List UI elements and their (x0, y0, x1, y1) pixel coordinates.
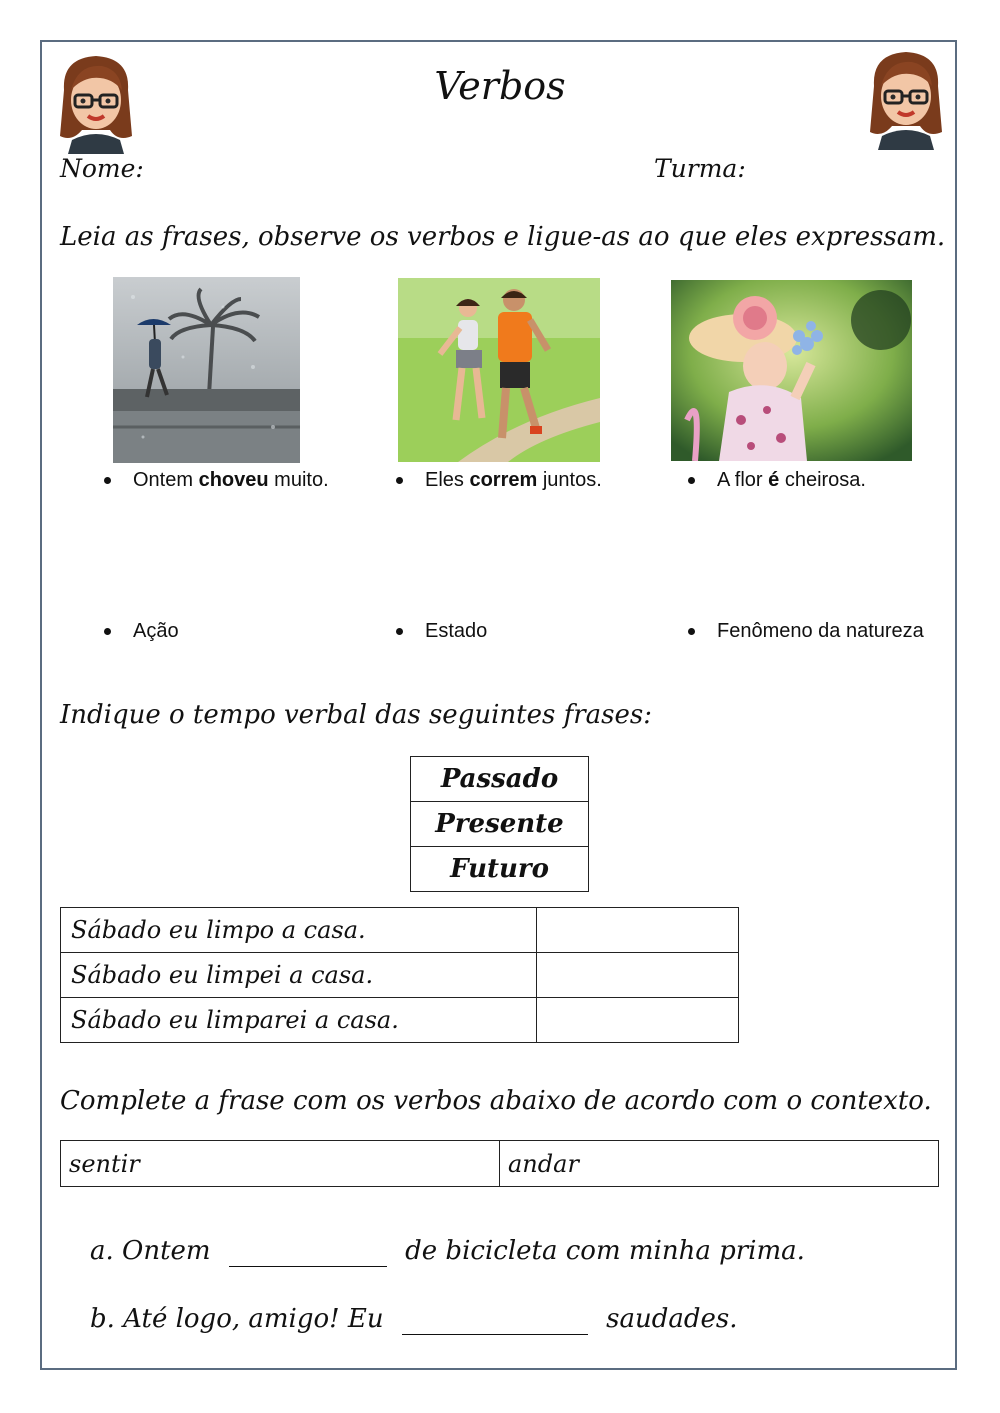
sentence-before: Ontem (133, 469, 199, 491)
tense-cell: Presente (411, 802, 589, 847)
answer-cell[interactable] (537, 953, 739, 998)
verb-bank-table (60, 1140, 939, 1187)
section1-instruction: Leia as frases, observe os verbos e ligue-as ao que eles expressam. (60, 222, 946, 252)
sentence-item (396, 469, 602, 492)
answer-cell[interactable] (537, 908, 739, 953)
bullet-dot (688, 477, 695, 484)
bullet-dot (104, 628, 111, 635)
verb-cell: sentir (61, 1141, 500, 1187)
section3-instruction: Complete a frase com os verbos abaixo de acordo com o contexto. (60, 1086, 932, 1116)
fill-suffix: de bicicleta com minha prima. (405, 1236, 805, 1266)
running-photo (398, 278, 600, 462)
option-label: Estado (425, 620, 488, 642)
sentence-cell: Sábado eu limpo a casa. (61, 908, 537, 953)
answer-blank[interactable] (229, 1236, 387, 1267)
page-title: Verbos (434, 64, 566, 108)
sentence-before: Eles (425, 469, 470, 491)
sentence-verb: correm (469, 469, 538, 491)
table-row (61, 908, 739, 953)
tense-cell: Passado (411, 757, 589, 802)
bullet-dot (396, 477, 403, 484)
sentence-item (688, 469, 866, 492)
verb-cell: andar (500, 1141, 939, 1187)
tense-cell: Futuro (411, 847, 589, 892)
fill-prefix: b. Até logo, amigo! Eu (90, 1304, 384, 1334)
option-item (104, 620, 179, 643)
sentence-verb: choveu (198, 469, 269, 491)
sentence-after: juntos. (537, 469, 602, 491)
sentence-after: cheirosa. (779, 469, 866, 491)
sentence-cell: Sábado eu limpei a casa. (61, 953, 537, 998)
answer-cell[interactable] (537, 998, 739, 1043)
option-label: Ação (133, 620, 179, 642)
table-row (61, 998, 739, 1043)
fill-prefix: a. Ontem (90, 1236, 211, 1266)
fill-item-b (90, 1304, 738, 1335)
class-label: Turma: (654, 154, 746, 183)
bullet-dot (396, 628, 403, 635)
sentence-verb: é (768, 469, 780, 491)
answer-blank[interactable] (402, 1304, 588, 1335)
fill-item-a (90, 1236, 805, 1267)
option-label: Fenômeno da natureza (717, 620, 924, 642)
rain-photo (113, 277, 300, 463)
sentence-after: muito. (268, 469, 329, 491)
sentence-before: A flor (717, 469, 769, 491)
bullet-dot (104, 477, 111, 484)
tense-table (410, 756, 589, 892)
option-item (396, 620, 487, 643)
table-row (61, 953, 739, 998)
flower-girl-photo (671, 280, 912, 461)
bullet-dot (688, 628, 695, 635)
sentence-cell: Sábado eu limparei a casa. (61, 998, 537, 1043)
name-label: Nome: (60, 154, 144, 183)
sentence-tense-table (60, 907, 739, 1043)
section2-instruction: Indique o tempo verbal das seguintes frases: (60, 700, 652, 730)
fill-suffix: saudades. (606, 1304, 738, 1334)
option-item (688, 620, 924, 643)
sentence-item (104, 469, 329, 492)
